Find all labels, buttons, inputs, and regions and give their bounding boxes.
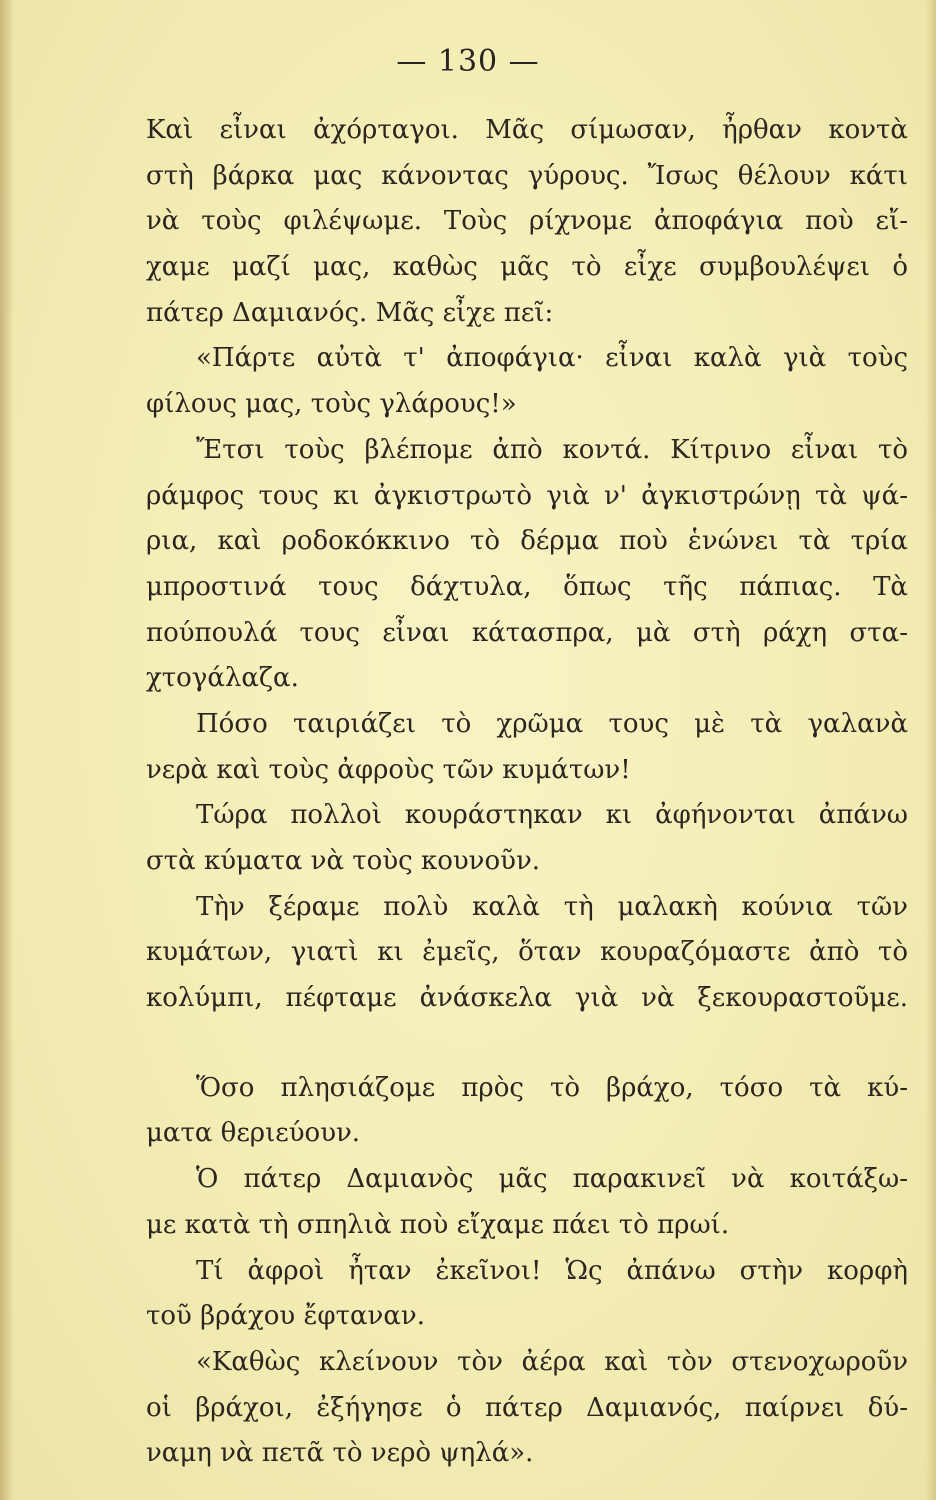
text-line: τοῦ βράχου ἔφταναν. [146,1301,425,1332]
paragraph [146,108,908,336]
text-line: στὰ κύματα νὰ τοὺς κουνοῦν. [146,846,541,876]
text-line: ναμη νὰ πετᾶ τὸ νερὸ ψηλά». [146,1438,534,1469]
page-number: — 130 — [396,44,540,79]
section-break [146,1022,908,1066]
page-left-edge-shadow [0,0,14,1500]
paragraph [146,1157,908,1248]
text-line: πούπουλά τους εἶναι κάτασπρα, μὰ στὴ ράχη στα- [146,617,908,648]
text-line: πάτερ Δαμιανός. Μᾶς εἶχε πεῖ: [146,297,554,328]
text-line: ρια, καὶ ροδοκόκκινο τὸ δέρμα ποὺ ἑνώνει τὰ τρία [146,526,908,557]
text-line: νὰ τοὺς φιλέψωμε. Τοὺς ρίχνομε ἀποφάγια ποὺ εἴ- [146,206,908,237]
text-line: κολύμπι, πέφταμε ἀνάσκελα γιὰ νὰ ξεκουραστοῦμε. [146,983,908,1014]
text-line: «Καθὼς κλείνουν τὸν ἀέρα καὶ τὸν στενοχωροῦν [196,1346,908,1377]
text-line: Τὴν ξέραμε πολὺ καλὰ τὴ μαλακὴ κούνια τῶν [196,891,908,922]
text-line: Ὅσο πλησιάζομε πρὸς τὸ βράχο, τόσο τὰ κύ- [196,1072,908,1103]
text-line: κυμάτων, γιατὶ κι ἐμεῖς, ὅταν κουραζόμαστε ἀπὸ τὸ [146,937,908,968]
body-text [146,108,908,1477]
text-line: Πόσο ταιριάζει τὸ χρῶμα τους μὲ τὰ γαλανὰ [196,708,908,739]
text-line: Τί ἀφροὶ ἦταν ἐκεῖνοι! Ὡς ἀπάνω στὴν κορφὴ [196,1255,908,1286]
quotation [146,336,908,427]
text-line: Καὶ εἶναι ἀχόρταγοι. Μᾶς σίμωσαν, ἦρθαν κοντὰ [146,115,908,145]
text-line: νερὰ καὶ τοὺς ἀφροὺς τῶν κυμάτων! [146,754,631,785]
text-line: στὴ βάρκα μας κάνοντας γύρους. Ἴσως θέλουν κάτι [146,160,908,191]
quotation [146,1340,908,1477]
text-line: φίλους μας, τοὺς γλάρους!» [146,389,517,420]
text-line: Τώρα πολλοὶ κουράστηκαν κι ἀφήνονται ἀπάνω [196,800,908,831]
paragraph [146,702,908,793]
paragraph [146,885,908,1022]
text-line: μπροστινά τους δάχτυλα, ὅπως τῆς πάπιας. Τὰ [146,571,908,602]
text-line: με κατὰ τὴ σπηλιὰ ποὺ εἴχαμε πάει τὸ πρωί. [146,1209,730,1240]
text-line: Ἔτσι τοὺς βλέπομε ἀπὸ κοντά. Κίτρινο εἶναι τὸ [196,434,908,465]
text-line: χτογάλαζα. [146,663,299,694]
page-right-edge-shadow [926,0,936,1500]
paragraph [146,428,908,702]
text-line: ράμφος τους κι ἀγκιστρωτὸ γιὰ ν' ἀγκιστρώνῃ τὰ ψά- [146,480,908,511]
text-line: χαμε μαζί μας, καθὼς μᾶς τὸ εἶχε συμβουλέψει ὁ [146,252,908,283]
text-line: οἱ βράχοι, ἐξήγησε ὁ πάτερ Δαμιανός, παίρνει δύ- [146,1392,908,1423]
text-line: Ὁ πάτερ Δαμιανὸς μᾶς παρακινεῖ νὰ κοιτάξω- [196,1164,908,1195]
paragraph [146,1066,908,1157]
paragraph [146,1249,908,1340]
text-line: «Πάρτε αὐτὰ τ' ἀποφάγια· εἶναι καλὰ γιὰ τοὺς [196,343,908,374]
paragraph [146,793,908,884]
text-line: ματα θεριεύουν. [146,1118,361,1149]
